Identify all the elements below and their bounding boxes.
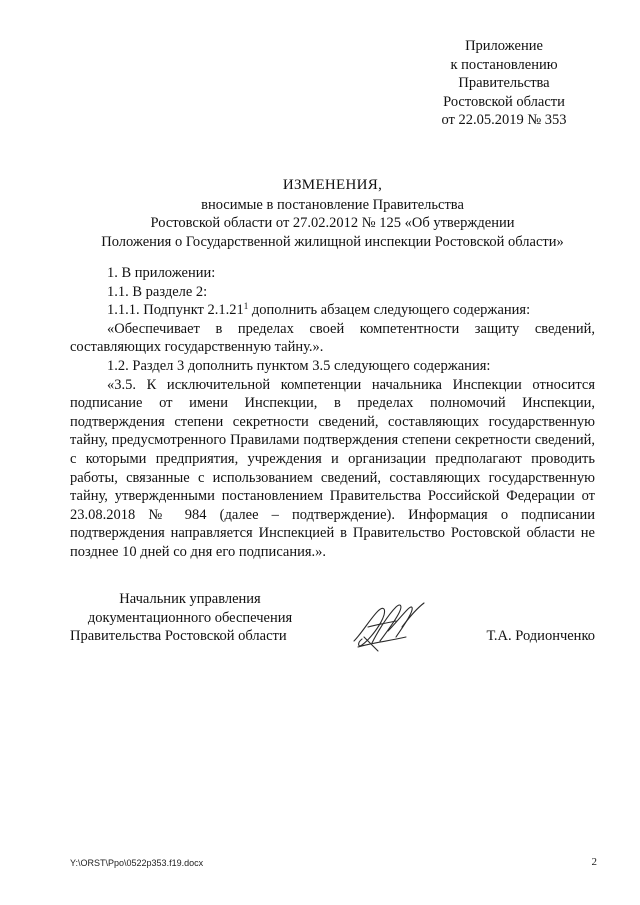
appendix-line: Ростовской области	[443, 93, 565, 110]
paragraph-text: 1.1.1. Подпункт 2.1.21	[107, 302, 244, 319]
superscript: 1	[243, 301, 249, 312]
heading-line: Ростовской области от 27.02.2012 № 125 «Об утверждении	[150, 215, 515, 232]
paragraph: 1. В приложении:	[107, 265, 216, 281]
signatory-title	[70, 590, 310, 646]
paragraph-text: дополнить абзацем следующего содержания:	[248, 302, 531, 319]
heading-line: вносимые в постановление Правительства	[201, 196, 464, 213]
appendix-line: к постановлению	[450, 56, 558, 73]
signatory-line: документационного обеспечения	[87, 609, 293, 626]
appendix-line: Правительства	[458, 75, 550, 92]
signatory-line: Начальник управления	[119, 591, 261, 607]
paragraph: «3.5. К исключительной компетенции начальника Инспекции относится подписание от имени Инспекции, в пределах полномочий Инспекции, подтверждения степени секретности сведений, составляющих государственную тайну, предусмотренного Правилами подтверждения степени секретности сведений, с которыми предприятия, учреждения и организации предполагают проводить работы, связанные с использованием сведений, составляющих государственную тайну, утвержденными постановлением Правительства Российской Федерации от 23.08.2018 № 984 (далее – подтверждение). Информация о подписании подтверждения направляется Инспекцией в Правительство Ростовской области не позднее 10 дней со дня его подписания.».	[70, 376, 595, 560]
paragraph: «Обеспечивает в пределах своей компетентности защиту сведений, составляющих государственную тайну.».	[70, 320, 595, 356]
appendix-header	[404, 37, 604, 130]
handwritten-signature-icon	[348, 597, 432, 657]
signatory-name: Т.А. Родионченко	[486, 628, 595, 644]
document-title: ИЗМЕНЕНИЯ,	[282, 177, 383, 193]
heading-line: Положения о Государственной жилищной инспекции Ростовской области»	[101, 233, 564, 250]
appendix-line: от 22.05.2019 № 353	[441, 112, 567, 129]
page-number: 2	[591, 856, 597, 868]
paragraph	[70, 301, 595, 320]
document-body	[70, 264, 595, 562]
footer-file-path: Y:\ORST\Ppo\0522p353.f19.docx	[70, 858, 204, 868]
signatory-line: Правительства Ростовской области	[70, 628, 287, 645]
document-heading	[70, 176, 595, 251]
appendix-line: Приложение	[465, 38, 543, 54]
paragraph: 1.1. В разделе 2:	[107, 283, 208, 300]
paragraph: 1.2. Раздел 3 дополнить пунктом 3.5 следующего содержания:	[107, 357, 491, 374]
